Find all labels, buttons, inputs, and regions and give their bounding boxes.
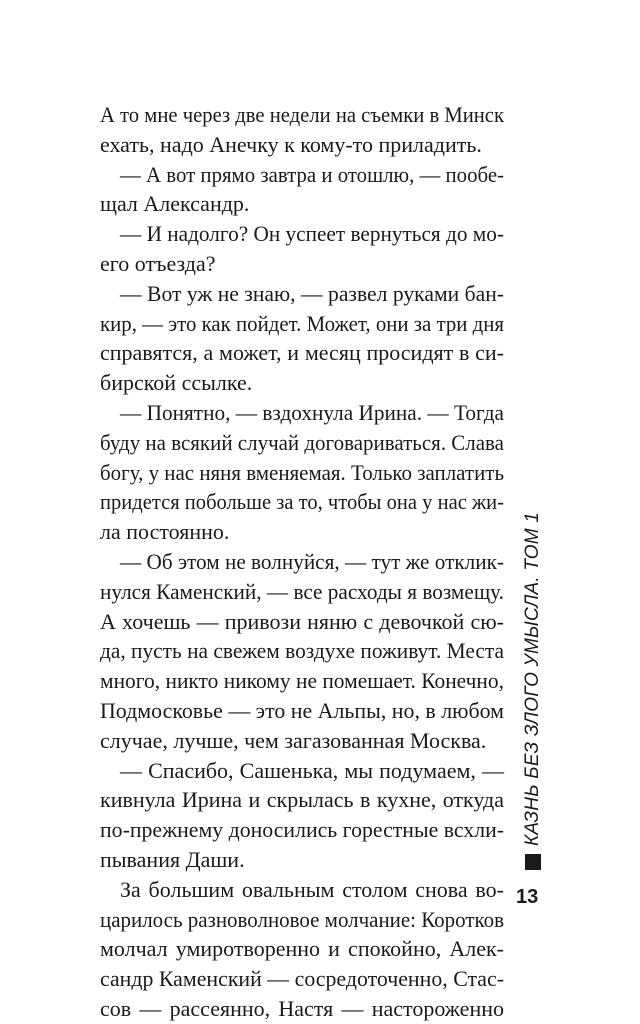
text-line-content: бирской ссылке. [100, 370, 253, 396]
text-line [100, 994, 504, 1024]
text-line-content: богу, у нас няня вменяемая. Только заплатить [100, 459, 504, 485]
text-line-content: А то мне через две недели на съемки в Минск [100, 102, 504, 127]
page-body-text [100, 100, 504, 1024]
text-line-content: кивнула Ирина и скрылась в кухне, откуда [100, 787, 504, 813]
text-line-content: — А вот прямо завтра и отошлю, — пообе- [120, 161, 504, 187]
text-line [100, 905, 504, 935]
text-line-content: ла постоянно. [100, 519, 230, 545]
text-line [100, 636, 504, 666]
text-line-content: ехать, надо Анечку к кому-то приладить. [100, 131, 482, 157]
running-title-text: КАЗНЬ БЕЗ ЗЛОГО УМЫСЛА. ТОМ 1 [522, 511, 543, 846]
text-line-content: по-прежнему доносились горестные всхли- [100, 817, 504, 843]
text-line-content: царилось разноволновое молчание: Коротков [100, 906, 504, 932]
text-line [100, 696, 504, 726]
text-line-content: молчал умиротворенно и спокойно, Алек- [100, 936, 504, 962]
text-line [100, 964, 504, 994]
square-bullet-icon [525, 854, 541, 870]
text-line [100, 130, 504, 160]
text-line [100, 279, 504, 309]
text-line [100, 368, 504, 398]
text-line [100, 815, 504, 845]
text-line [100, 100, 504, 130]
text-line-content: сов — рассеянно, Настя — настороженно [100, 995, 504, 1021]
text-line [100, 249, 504, 279]
text-line-content: много, никто никому не помешает. Конечно, [100, 668, 504, 694]
text-line [100, 428, 504, 458]
text-line [100, 607, 504, 637]
text-line-content: придется побольше за то, чтобы она у нас жи- [100, 489, 504, 515]
text-line-content: — Об этом не волнуйся, — тут же отклик- [120, 548, 504, 574]
text-line-content: — И надолго? Он успеет вернуться до мо- [120, 221, 504, 247]
text-line-content: — Понятно, — вздохнула Ирина. — Тогда [120, 399, 504, 425]
text-line [100, 547, 504, 577]
text-line [100, 756, 504, 786]
text-line-content: сандр Каменский — сосредоточенно, Стас- [100, 966, 504, 992]
text-line [100, 338, 504, 368]
text-line-content: А хочешь — привози няню с девочкой сю- [100, 608, 504, 634]
running-title [519, 510, 547, 870]
text-line [100, 845, 504, 875]
text-line [100, 785, 504, 815]
text-line-content: — Вот уж не знаю, — развел руками бан- [120, 280, 504, 306]
text-line-content: Подмосковье — это не Альпы, но, в любом [100, 697, 504, 723]
text-line [100, 875, 504, 905]
text-line-content: нулся Каменский, — все расходы я возмещу. [100, 578, 504, 604]
text-line [100, 398, 504, 428]
text-line-content: справятся, а может, и месяц просидят в си- [100, 340, 504, 366]
text-line [100, 487, 504, 517]
text-line-content: щал Александр. [100, 191, 250, 217]
text-line [100, 666, 504, 696]
text-line [100, 189, 504, 219]
text-line-content: кир, — это как пойдет. Может, они за три дня [100, 310, 504, 336]
text-line-content: случае, лучше, чем загазованная Москва. [100, 727, 487, 753]
text-line [100, 309, 504, 339]
page-number: 13 [516, 886, 539, 908]
text-line-content: пывания Даши. [100, 846, 245, 872]
text-line-content: За большим овальным столом снова во- [120, 876, 504, 902]
text-line [100, 934, 504, 964]
text-line [100, 577, 504, 607]
text-line-content: — Спасибо, Сашенька, мы подумаем, — [120, 757, 504, 783]
text-line-content: буду на всякий случай договариваться. Слава [100, 429, 504, 455]
text-line [100, 458, 504, 488]
text-line-content: его отъезда? [100, 250, 216, 276]
text-line-content: да, пусть на свежем воздухе поживут. Места [100, 638, 504, 664]
text-line [100, 160, 504, 190]
text-line [100, 726, 504, 756]
text-line [100, 517, 504, 547]
text-line [100, 219, 504, 249]
